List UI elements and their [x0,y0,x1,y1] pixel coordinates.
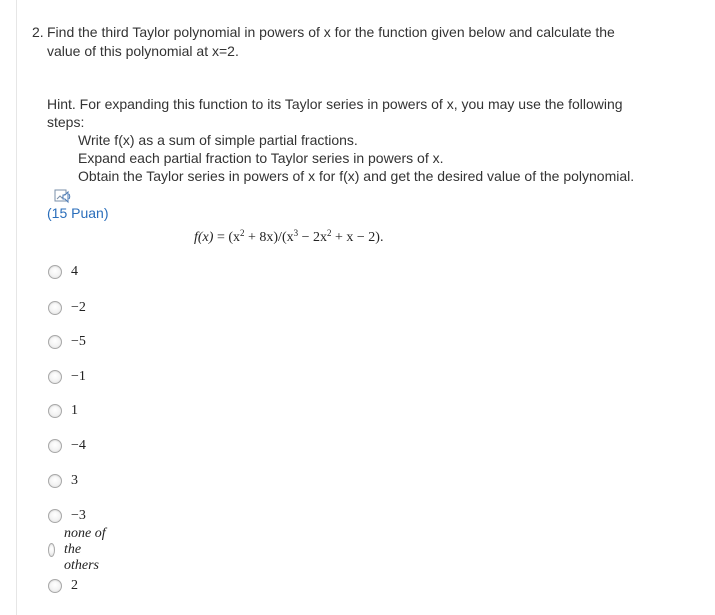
question-text-line1: Find the third Taylor polynomial in powers of x for the function given below and calculate the [47,24,615,40]
option-label: 2 [71,578,78,593]
radio-button[interactable] [48,301,62,315]
option-5[interactable] [48,401,78,421]
formula-exp-3: 2 [327,228,332,238]
formula-part-4: + x − 2). [331,230,384,245]
radio-button[interactable] [48,370,62,384]
radio-button[interactable] [48,404,62,418]
formula-lhs: f(x) [194,230,214,245]
option-label: none of the others [64,526,106,573]
formula-part-2: + 8x)/(x [244,230,294,245]
hint-block [47,95,667,185]
option-8[interactable] [48,506,86,526]
hint-intro-line2: steps: [47,114,85,130]
points-label: (15 Puan) [47,205,109,221]
option-label: −2 [71,300,86,315]
option-label: 3 [71,473,78,488]
function-formula [194,230,383,246]
option-label: −4 [71,438,86,453]
option-label: 1 [71,403,78,418]
hint-step-2: Expand each partial fraction to Taylor series in powers of x. [78,150,444,166]
option-1[interactable] [48,262,78,282]
option-label: −1 [71,369,86,384]
radio-button[interactable] [48,543,55,557]
question-number: 2. [32,24,44,40]
option-9[interactable] [48,526,106,573]
formula-part-1: = (x [213,230,240,245]
formula-exp-2: 3 [293,228,299,238]
option-label: −5 [71,334,86,349]
radio-button[interactable] [48,474,62,488]
radio-button[interactable] [48,335,62,349]
formula-part-3: − 2x [298,230,328,245]
hint-step-1: Write f(x) as a sum of simple partial fractions. [78,132,358,148]
option-label: −3 [71,508,86,523]
option-6[interactable] [48,436,86,456]
option-10[interactable] [48,576,78,596]
option-3[interactable] [48,332,86,352]
radio-button[interactable] [48,509,62,523]
option-7[interactable] [48,471,78,491]
question-card [16,0,715,615]
speaker-icon[interactable] [54,189,72,205]
formula-exp-1: 2 [240,228,245,238]
question-text-line2: value of this polynomial at x=2. [47,43,239,59]
hint-step-3: Obtain the Taylor series in powers of x for f(x) and get the desired value of the polynomial. [78,168,635,184]
option-2[interactable] [48,298,86,318]
option-label: 4 [71,264,78,279]
radio-button[interactable] [48,579,62,593]
radio-button[interactable] [48,265,62,279]
hint-intro-line1: Hint. For expanding this function to its Taylor series in powers of x, you may use the following [47,96,623,112]
question-text [32,23,652,61]
option-4[interactable] [48,367,86,387]
radio-button[interactable] [48,439,62,453]
